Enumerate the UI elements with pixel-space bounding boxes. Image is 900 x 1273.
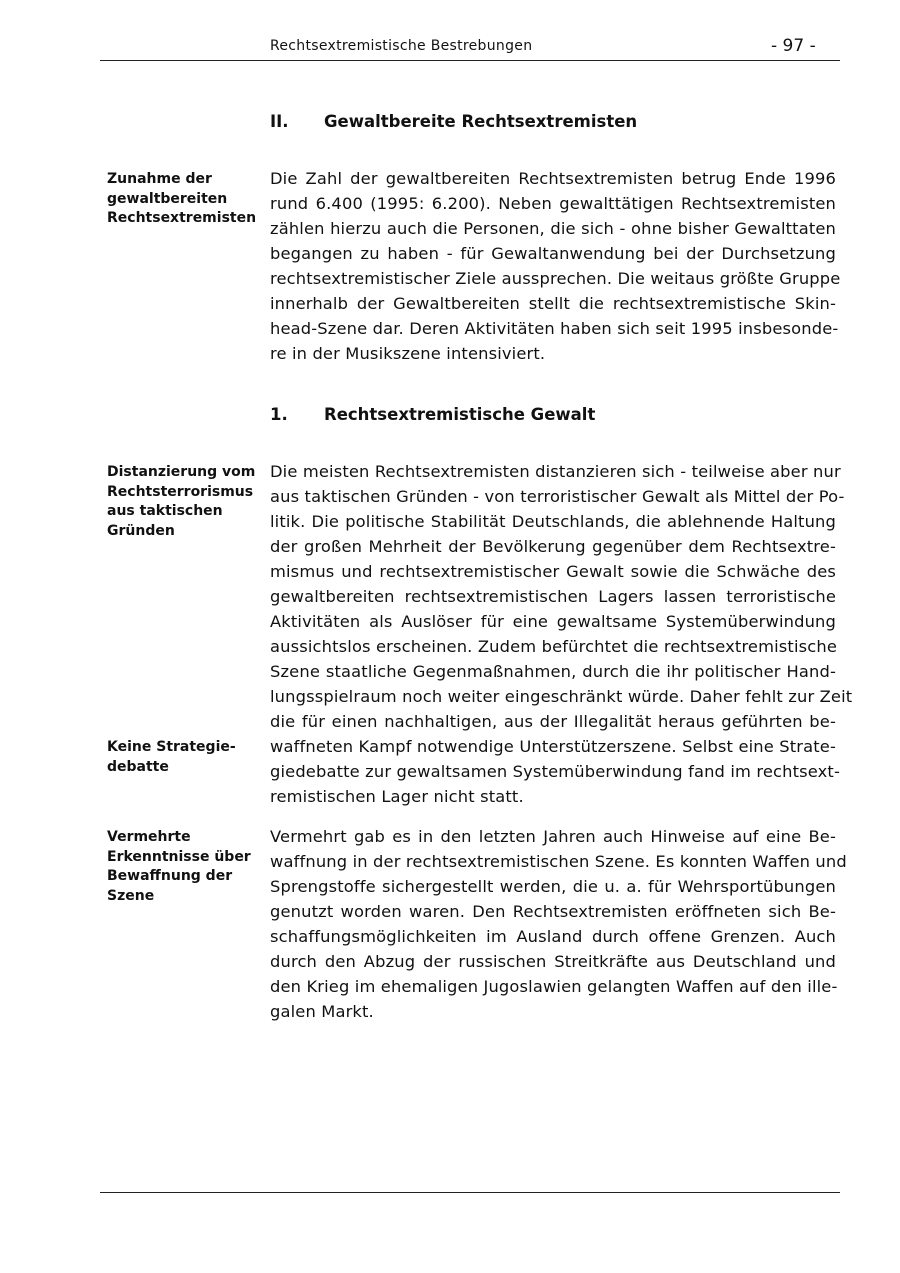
margin-note-armament: Vermehrte Erkenntnisse über Bewaffnung der Szene [107, 829, 251, 904]
paragraph-line: gewaltbereiten rechtsextremistischen Lagers lassen terroristische [270, 587, 836, 606]
paragraph-line: Die meisten Rechtsextremisten distanzieren sich - teilweise aber nur [270, 462, 841, 481]
paragraph-line: genutzt worden waren. Den Rechtsextremisten eröffneten sich Be- [270, 902, 836, 921]
paragraph-line: remistischen Lager nicht statt. [270, 787, 524, 806]
paragraph-line: litik. Die politische Stabilität Deutschlands, die ablehnende Haltung [270, 512, 836, 531]
paragraph-line: head-Szene dar. Deren Aktivitäten haben sich seit 1995 insbesonde- [270, 319, 839, 338]
page-number: - 97 - [771, 36, 816, 56]
subsection-heading [270, 405, 595, 424]
paragraph-line: durch den Abzug der russischen Streitkräfte aus Deutschland und [270, 952, 836, 971]
section-heading [270, 112, 637, 131]
paragraph-line: begangen zu haben - für Gewaltanwendung bei der Durchsetzung [270, 244, 836, 263]
paragraph-line: mismus und rechtsextremistischer Gewalt sowie die Schwäche des [270, 562, 836, 581]
paragraph-line: aussichtslos erscheinen. Zudem befürchtet die rechtsextremistische [270, 637, 837, 656]
paragraph-line: die für einen nachhaltigen, aus der Illegalität heraus geführten be- [270, 712, 836, 731]
footer-rule [100, 1192, 840, 1193]
paragraph-line: lungsspielraum noch weiter eingeschränkt würde. Daher fehlt zur Zeit [270, 687, 853, 706]
paragraph-line: giedebatte zur gewaltsamen Systemüberwindung fand im rechtsext- [270, 762, 840, 781]
subsection-number: 1. [270, 405, 288, 424]
running-title: Rechtsextremistische Bestrebungen [270, 38, 533, 54]
paragraph-line: galen Markt. [270, 1002, 374, 1021]
paragraph-line: der großen Mehrheit der Bevölkerung gegenüber dem Rechtsextre- [270, 537, 836, 556]
paragraph-line: Die Zahl der gewaltbereiten Rechtsextremisten betrug Ende 1996 [270, 169, 836, 188]
paragraph-line: Szene staatliche Gegenmaßnahmen, durch die ihr politischer Hand- [270, 662, 836, 681]
paragraph-line: schaffungsmöglichkeiten im Ausland durch offene Grenzen. Auch [270, 927, 836, 946]
paragraph-line: den Krieg im ehemaligen Jugoslawien gelangten Waffen auf den ille- [270, 977, 838, 996]
paragraph-line: Aktivitäten als Auslöser für eine gewaltsame Systemüberwindung [270, 612, 836, 631]
paragraph-terrorism-distancing [270, 459, 853, 809]
paragraph-line: aus taktischen Gründen - von terroristischer Gewalt als Mittel der Po- [270, 487, 845, 506]
section-title: Gewaltbereite Rechtsextremisten [324, 112, 638, 131]
paragraph-line: innerhalb der Gewaltbereiten stellt die rechtsextremistische Skin- [270, 294, 836, 313]
paragraph-line: rechtsextremistischer Ziele aussprechen. Die weitaus größte Gruppe [270, 269, 841, 288]
paragraph-line: zählen hierzu auch die Personen, die sich - ohne bisher Gewalttaten [270, 219, 836, 238]
paragraph-line: rund 6.400 (1995: 6.200). Neben gewalttätigen Rechtsextremisten [270, 194, 836, 213]
margin-note-increase: Zunahme der gewaltbereiten Rechtsextremisten [107, 171, 257, 226]
section-number: II. [270, 112, 289, 131]
subsection-title: Rechtsextremistische Gewalt [324, 405, 596, 424]
paragraph-line: Vermehrt gab es in den letzten Jahren auch Hinweise auf eine Be- [270, 827, 836, 846]
paragraph-armament [270, 824, 847, 1024]
paragraph-line: re in der Musikszene intensiviert. [270, 344, 546, 363]
paragraph-line: Sprengstoffe sichergestellt werden, die u. a. für Wehrsportübungen [270, 877, 836, 896]
paragraph-line: waffneten Kampf notwendige Unterstützerszene. Selbst eine Strate- [270, 737, 836, 756]
header-rule [100, 60, 840, 61]
margin-note-strategy: Keine Strategiedebatte [107, 739, 236, 775]
paragraph-line: waffnung in der rechtsextremistischen Szene. Es konnten Waffen und [270, 852, 847, 871]
margin-note-distancing: Distanzierung vom Rechtsterrorismus aus taktischen Gründen [107, 464, 256, 539]
paragraph-violence-count [270, 166, 841, 366]
